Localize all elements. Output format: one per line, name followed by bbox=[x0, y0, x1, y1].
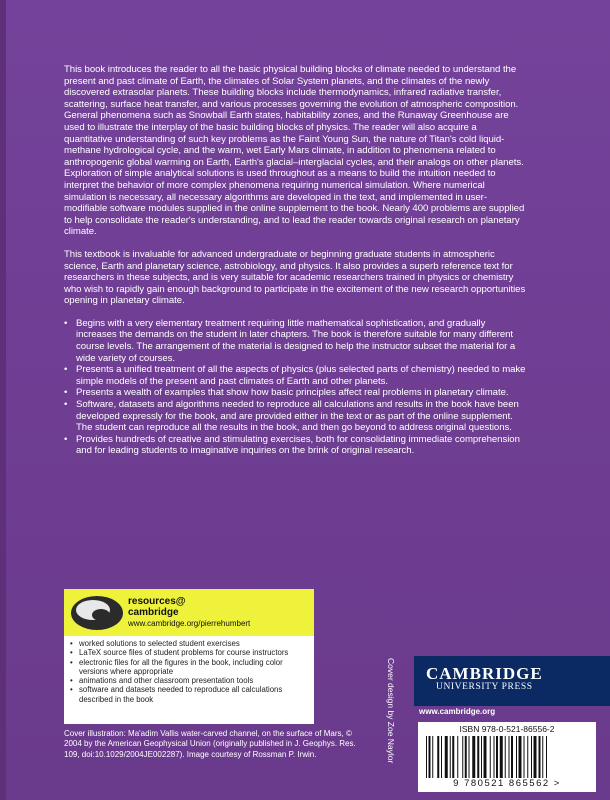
barcode-digits: 9 780521 865562 > bbox=[453, 778, 561, 789]
resources-item: • animations and other classroom presentation tools bbox=[70, 676, 310, 685]
barcode-bar bbox=[465, 736, 467, 778]
barcode-bar bbox=[527, 736, 528, 778]
barcode-bar bbox=[531, 736, 532, 778]
barcode-bar bbox=[432, 736, 433, 778]
resources-item: • LaTeX source files of student problems for course instructors bbox=[70, 648, 310, 657]
barcode-bar bbox=[469, 736, 470, 778]
barcode-bar bbox=[542, 736, 543, 778]
feature-item: • Begins with a very elementary treatment requiring little mathematical sophistication, and gradually increases the demands on the student in later chapters. The book is therefore suitable for many different course levels. The arrangement of the material is designed to help the instructor subset the material for a wide variety of courses. bbox=[64, 318, 526, 364]
barcode-bar bbox=[481, 736, 482, 778]
barcode bbox=[418, 722, 596, 792]
resources-url[interactable]: www.cambridge.org/pierrehumbert bbox=[128, 619, 251, 628]
barcode-bar bbox=[509, 736, 510, 778]
barcode-bar bbox=[519, 736, 522, 778]
spine-edge bbox=[0, 0, 6, 800]
feature-item: • Presents a unified treatment of all the aspects of physics (plus selected parts of chemistry) needed to make simple models of the present and past climates of Earth and other planets. bbox=[64, 364, 526, 387]
barcode-bar bbox=[441, 736, 442, 778]
publisher-press: UNIVERSITY PRESS bbox=[436, 682, 533, 692]
barcode-bar bbox=[472, 736, 475, 778]
blurb-paragraph-1: This book introduces the reader to all the basic physical building blocks of climate needed to understand the present and past climate of Earth, the climates of Solar System planets, and the climates of the newly discovered extrasolar planets. These building blocks include thermodynamics, infrared radiative transfer, scattering, surface heat transfer, and various processes governing the evolution of atmospheric composition. General phenomena such as Snowball Earth states, habitability zones, and the Runaway Greenhouse are used to illustrate the interplay of the basic building blocks of physics. The reader will also acquire a quantitative understanding of such key problems as the Faint Young Sun, the nature of Titan's cold liquid-methane hydrological cycle, and the warm, wet Early Mars climate, in addition to phenomena related to anthropogenic global warming on Earth, Earth's glacial–interglacial cycles, and their analogs on other planets. Exploration of simple analytical solutions is used throughout as a means to build the intuition needed to interpret the behavior of more complex phenomena requiring numerical simulation. Where numerical simulation is necessary, all necessary algorithms are developed in the text, and implemented in user-modifiable software modules supplied in the online supplement to the book. Nearly 400 problems are supplied to help consolidate the reader's understanding, and to lead the reader towards original research on planetary climate. bbox=[64, 64, 525, 238]
resources-title-line-2: cambridge bbox=[128, 607, 179, 618]
barcode-bar bbox=[450, 736, 451, 778]
resources-item: • electronic files for all the figures in the book, including color versions where appropriate bbox=[70, 658, 310, 677]
resources-header bbox=[64, 589, 314, 636]
barcode-bar bbox=[546, 736, 547, 778]
isbn: ISBN 978-0-521-86556-2 bbox=[459, 724, 555, 734]
barcode-bar bbox=[496, 736, 498, 778]
cover-designer-credit bbox=[384, 658, 398, 783]
blurb bbox=[64, 64, 526, 457]
resources-title-line-1: resources@ bbox=[128, 596, 186, 607]
barcode-bar bbox=[457, 736, 458, 778]
resources-list bbox=[70, 639, 310, 704]
barcode-bar bbox=[505, 736, 506, 778]
barcode-bar bbox=[490, 736, 491, 778]
barcode-bar bbox=[539, 736, 541, 778]
cover-illustration-credit: Cover illustration: Ma'adim Vallis water-carved channel, on the surface of Mars, © 2004 by the American Geophysical Union (originally published in J. Geophys. Res. 109, doi:10.1029/2004JE002287). Image courtesy of Rossman P. Irwin. bbox=[64, 729, 356, 759]
barcode-bar bbox=[462, 736, 463, 778]
barcode-bar bbox=[511, 736, 513, 778]
blurb-paragraph-2: This textbook is invaluable for advanced undergraduate or beginning graduate students in atmospheric science, Earth and planetary science, astrobiology, and physics. It also provides a superb reference text for researchers in these subjects, and is very suitable for academic researchers trained in physics or chemistry who wish to rapidly gain enough background to participate in the excitement of the new research opportunities opening in planetary climate. bbox=[64, 248, 526, 307]
feature-item: • Software, datasets and algorithms needed to reproduce all calculations and results in the book have been developed expressly for the book, and are provided either in the text or as part of the online supplement. The student can reproduce all the results in the book, and then go beyond to address original questions. bbox=[64, 399, 526, 434]
barcode-bar bbox=[534, 736, 537, 778]
feature-item: • Presents a wealth of examples that show how basic principles affect real problems in planetary climate. bbox=[64, 387, 526, 399]
publisher-url[interactable]: www.cambridge.org bbox=[419, 707, 496, 716]
barcode-bar bbox=[477, 736, 479, 778]
barcode-bar bbox=[437, 736, 439, 778]
barcode-bars bbox=[426, 736, 588, 778]
barcode-bar bbox=[445, 736, 448, 778]
resources-item: • software and datasets needed to reproduce all calculations described in the book bbox=[70, 685, 310, 704]
publisher-logo bbox=[414, 656, 610, 706]
barcode-bar bbox=[524, 736, 525, 778]
resources-item: • worked solutions to selected student exercises bbox=[70, 639, 310, 648]
barcode-bar bbox=[484, 736, 487, 778]
barcode-bar bbox=[429, 736, 431, 778]
cover-designer-text: Cover design by Zoe Naylor bbox=[386, 658, 396, 764]
barcode-bar bbox=[426, 736, 427, 778]
barcode-bar bbox=[516, 736, 517, 778]
barcode-bar bbox=[500, 736, 503, 778]
resources-title bbox=[128, 596, 186, 618]
resources-box bbox=[64, 589, 314, 724]
publisher-name: CAMBRIDGE bbox=[426, 664, 543, 683]
feature-item: • Provides hundreds of creative and stimulating exercises, both for consolidating immediate comprehension and for leading students to imaginative inquiries on the brink of original research. bbox=[64, 434, 526, 457]
resources-logo-icon bbox=[68, 593, 126, 633]
feature-list bbox=[64, 318, 526, 457]
barcode-bar bbox=[494, 736, 495, 778]
barcode-bar bbox=[452, 736, 454, 778]
